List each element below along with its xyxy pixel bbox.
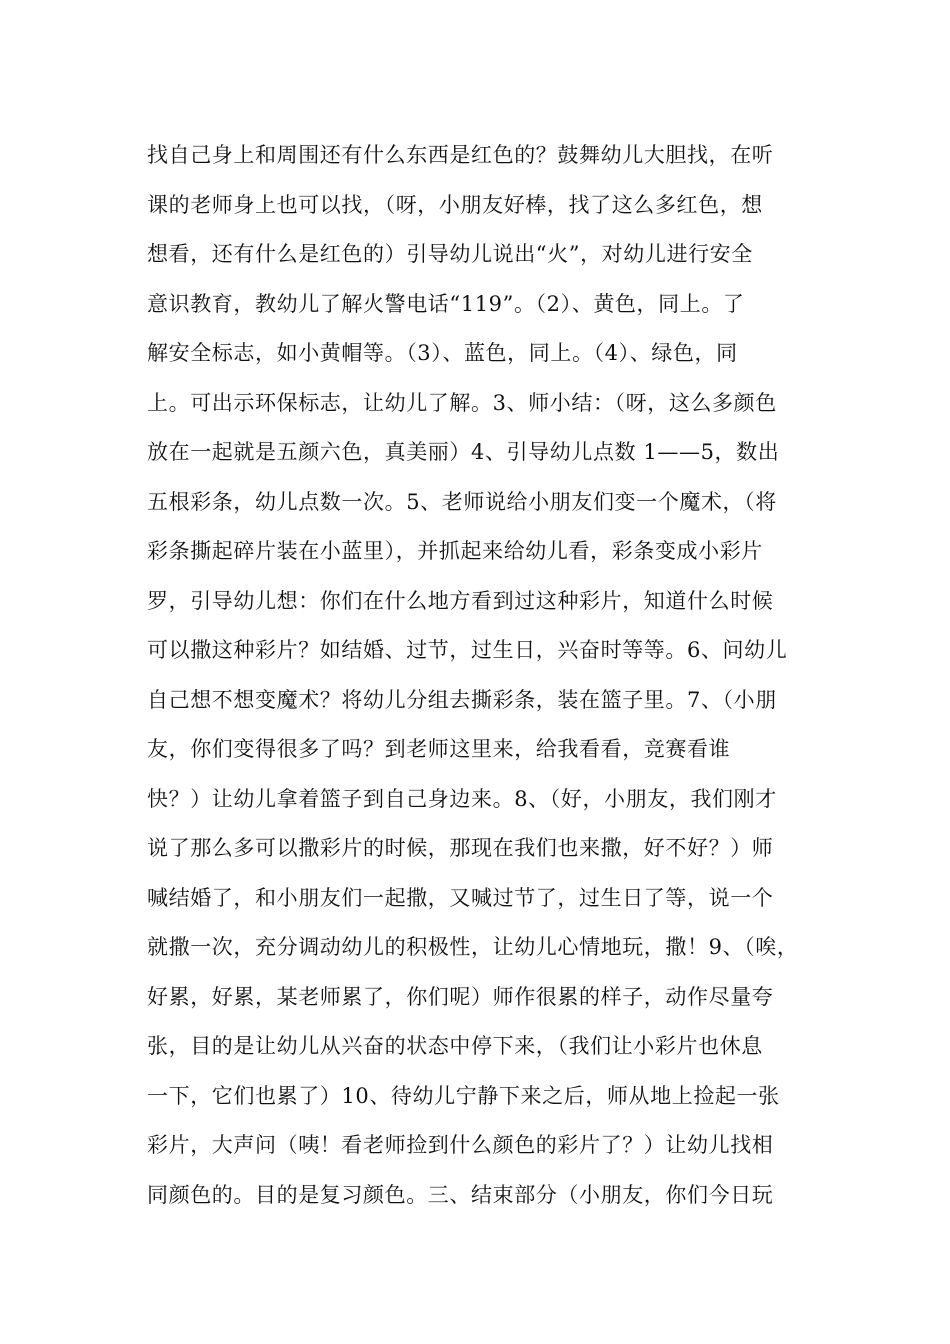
text-line: 就撒一次，充分调动幼儿的积极性，让幼儿心情地玩，撒！9、（唉， <box>147 935 799 959</box>
text-line: 彩片，大声问（咦！看老师捡到什么颜色的彩片了？）让幼儿找相 <box>147 1133 774 1157</box>
text-line: 张，目的是让幼儿从兴奋的状态中停下来，（我们让小彩片也休息 <box>147 1034 763 1058</box>
text-line: 上。可出示环保标志，让幼儿了解。3、师小结：（呀，这么多颜色 <box>147 390 777 415</box>
text-line: 想看，还有什么是红色的）引导幼儿说出“火”，对幼儿进行安全 <box>147 242 753 266</box>
text-line: 喊结婚了，和小朋友们一起撒，又喊过节了，过生日了等，说一个 <box>147 885 774 910</box>
text-line: 快？）让幼儿拿着篮子到自己身边来。8、（好，小朋友，我们刚才 <box>147 786 777 811</box>
text-line: 课的老师身上也可以找，（呀，小朋友好棒，找了这么多红色，想 <box>147 192 763 217</box>
body-text <box>147 131 847 1220</box>
text-line: 友，你们变得很多了吗？到老师这里来，给我看看，竞赛看谁 <box>147 737 731 761</box>
text-line: 说了那么多可以撒彩片的时候，那现在我们也来撒，好不好？）师 <box>147 836 774 860</box>
text-line: 好累，好累，某老师累了，你们呢）师作很累的样子，动作尽量夸 <box>147 984 774 1009</box>
text-line: 可以撒这种彩片？如结婚、过节，过生日，兴奋时等等。6、问幼儿 <box>147 638 788 662</box>
text-line: 找自己身上和周围还有什么东西是红色的？鼓舞幼儿大胆找，在听 <box>147 143 774 167</box>
text-line: 解安全标志，如小黄帽等。（3）、蓝色，同上。（4）、绿色，同 <box>147 341 738 365</box>
text-line: 放在一起就是五颜六色，真美丽）4、引导幼儿点数 1——5，数出 <box>147 440 780 464</box>
text-line: 彩条撕起碎片装在小蓝里），并抓起来给幼儿看，彩条变成小彩片 <box>147 539 763 563</box>
text-line: 同颜色的。目的是复习颜色。三、结束部分（小朋友，你们今日玩 <box>147 1182 774 1207</box>
text-line: 罗，引导幼儿想：你们在什么地方看到过这种彩片，知道什么时候 <box>147 588 774 613</box>
text-line: 一下，它们也累了）10、待幼儿宁静下来之后，师从地上捡起一张 <box>147 1083 780 1108</box>
text-line: 五根彩条，幼儿点数一次。5、老师说给小朋友们变一个魔术，（将 <box>147 489 777 514</box>
text-line: 意识教育，教幼儿了解火警电话“119”。（2）、黄色，同上。了 <box>147 291 745 316</box>
text-line: 自己想不想变魔术？将幼儿分组去撕彩条，装在篮子里。7、（小朋 <box>147 687 777 712</box>
